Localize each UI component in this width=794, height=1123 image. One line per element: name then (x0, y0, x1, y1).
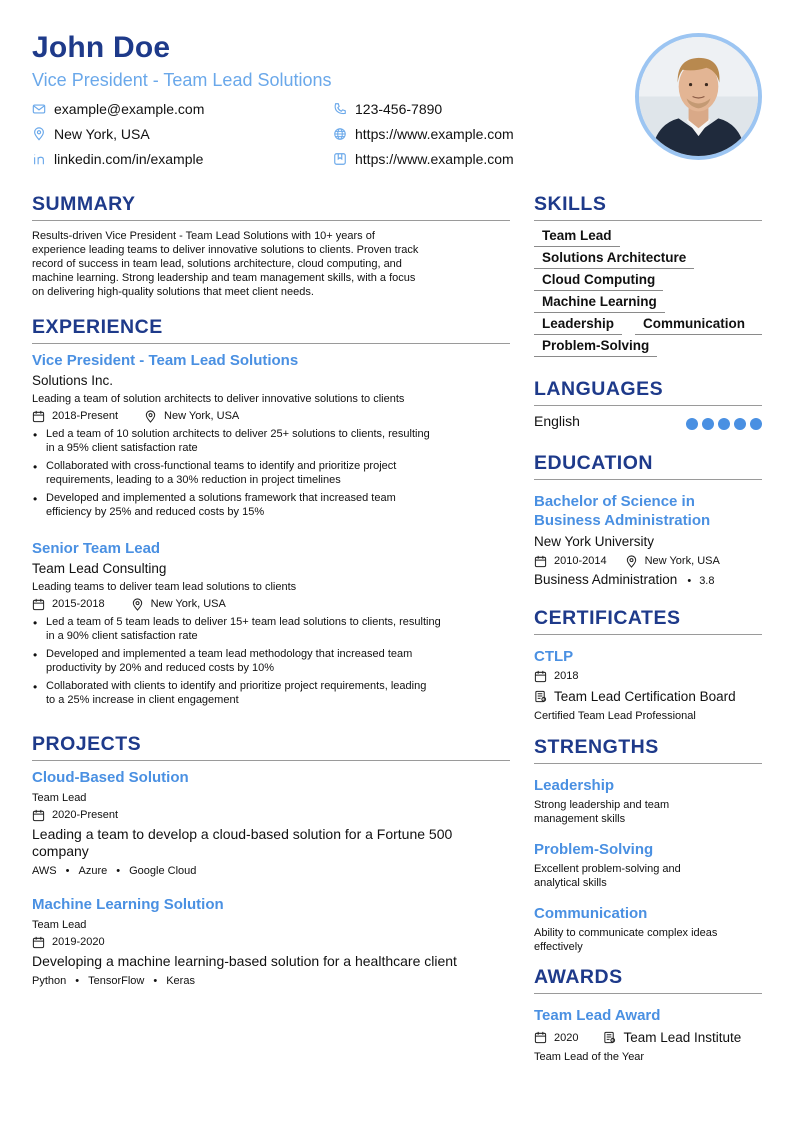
education-heading: EDUCATION (534, 452, 762, 480)
candidate-name: John Doe (32, 31, 171, 64)
profile-photo-illustration (639, 37, 758, 156)
project-summary: Leading a team to develop a cloud-based solution for a Fortune 500 company (32, 826, 453, 859)
globe-icon (333, 127, 347, 141)
job-description: Leading teams to deliver team lead solutions to clients (32, 581, 297, 593)
field-of-study: Business Administration (534, 572, 678, 587)
language-level-dot (734, 418, 746, 430)
location-pin-icon (131, 598, 144, 611)
contact-email[interactable] (32, 100, 204, 118)
education-meta (534, 554, 762, 568)
gpa: 3.8 (699, 575, 715, 587)
certificates-section (534, 607, 762, 723)
project-meta (32, 808, 510, 822)
strength-name: Leadership (534, 777, 615, 794)
calendar-icon (32, 410, 45, 423)
calendar-icon (32, 936, 45, 949)
experience-section (32, 316, 510, 344)
achievement-item: • Developed and implemented a team lead methodology that increased team productivity by 20% and reduced costs by 10% (32, 647, 510, 675)
strength-description: Strong leadership and team management skills (534, 799, 670, 825)
tag: Azure (78, 865, 108, 877)
education-location: New York, USA (644, 555, 720, 567)
phone-text: 123-456-7890 (355, 101, 443, 117)
job-achievements (32, 615, 510, 707)
job-location: New York, USA (164, 410, 240, 422)
job-date: 2018-Present (52, 410, 119, 422)
tag: AWS (32, 865, 57, 877)
achievement-item: • Collaborated with clients to identify and prioritize project requirements, leading to a 25% increase in client engagement (32, 679, 510, 707)
language-level-dot (702, 418, 714, 430)
skills-heading: SKILLS (534, 193, 762, 221)
certificate-issuer-row (534, 688, 762, 705)
awards-heading: AWARDS (534, 966, 762, 994)
job-position: Senior Team Lead (32, 540, 161, 557)
project-item (32, 896, 510, 987)
skill-tag: Cloud Computing (534, 272, 663, 291)
profile-photo (635, 33, 762, 160)
skill-tag: Solutions Architecture (534, 250, 694, 269)
school-name: New York University (534, 534, 655, 549)
projects-heading: PROJECTS (32, 733, 510, 761)
separator: • (687, 575, 692, 587)
certificate-name: CTLP (534, 648, 574, 665)
summary-section (32, 193, 510, 299)
summary-heading: SUMMARY (32, 193, 510, 221)
skill-tag: Problem-Solving (534, 338, 657, 357)
contact-website-secondary[interactable] (333, 150, 514, 168)
strengths-section (534, 736, 762, 954)
summary-line: experience leading teams to deliver innovative solutions to clients. Proven track (32, 244, 419, 256)
job-achievements (32, 427, 510, 519)
project-tags: AWS • Azure • Google Cloud (32, 865, 197, 877)
award-meta (534, 1029, 762, 1046)
certificate-date-row (534, 669, 762, 683)
calendar-icon (32, 809, 45, 822)
award-date: 2020 (554, 1031, 579, 1044)
calendar-icon (534, 1031, 547, 1044)
location-text: New York, USA (54, 126, 150, 142)
linkedin-text: linkedin.com/in/example (54, 151, 204, 167)
languages-section (534, 378, 762, 406)
projects-section (32, 733, 510, 761)
website-secondary-text: https://www.example.com (355, 151, 514, 167)
bookmark-link-icon (333, 152, 347, 166)
skill-tag: Leadership (534, 316, 622, 335)
project-item (32, 769, 510, 877)
linkedin-icon (32, 152, 46, 166)
job-date: 2015-2018 (52, 598, 105, 610)
language-level-dot (750, 418, 762, 430)
experience-item (32, 540, 510, 711)
summary-text (32, 229, 510, 299)
project-role: Team Lead (32, 919, 87, 931)
language-name: English (534, 413, 580, 429)
achievement-item: • Collaborated with cross-functional teams to identify and prioritize project requirements, leading to a 30% reduction in project timelines (32, 459, 510, 487)
summary-line: machine learning. Strong leadership and team management skills, with a focus (32, 272, 416, 284)
summary-line: Results-driven Vice President - Team Lead Solutions with 10+ years of (32, 230, 375, 242)
tag: Python (32, 975, 67, 987)
certificates-heading: CERTIFICATES (534, 607, 762, 635)
education-section (534, 452, 762, 588)
calendar-icon (534, 670, 547, 683)
experience-item (32, 352, 510, 523)
job-location: New York, USA (150, 598, 226, 610)
strength-description: Excellent problem-solving and analytical skills (534, 863, 681, 889)
language-level-dots (686, 418, 762, 430)
job-company: Team Lead Consulting (32, 561, 167, 576)
language-level-dot (718, 418, 730, 430)
location-pin-icon (32, 127, 46, 141)
calendar-icon (534, 555, 547, 568)
summary-line: on delivering high-quality solutions that meet client needs. (32, 286, 314, 298)
award-name: Team Lead Award (534, 1007, 661, 1024)
summary-line: record of success in team lead, solutions architecture, cloud computing, and (32, 258, 402, 270)
award-description: Team Lead of the Year (534, 1051, 645, 1063)
certificate-date: 2018 (554, 670, 579, 682)
skill-tag: Machine Learning (534, 294, 665, 313)
job-description: Leading a team of solution architects to deliver innovative solutions to clients (32, 393, 405, 405)
achievement-item: • Developed and implemented a solutions framework that increased team efficiency by 25% and reduced costs by 15% (32, 491, 510, 519)
tag: TensorFlow (88, 975, 145, 987)
website-text: https://www.example.com (355, 126, 514, 142)
achievement-item: • Led a team of 5 team leads to deliver 15+ team lead solutions to clients, resulting in a 90% client satisfaction rate (32, 615, 510, 643)
strengths-heading: STRENGTHS (534, 736, 762, 764)
project-meta (32, 935, 510, 949)
job-meta (32, 597, 510, 611)
job-meta (32, 409, 510, 423)
job-company: Solutions Inc. (32, 373, 114, 388)
certificate-icon (603, 1031, 616, 1044)
contact-phone[interactable] (333, 100, 442, 118)
certificate-issuer: Team Lead Certification Board (554, 689, 736, 704)
awards-section (534, 966, 762, 1064)
project-name: Machine Learning Solution (32, 896, 224, 913)
email-text: example@example.com (54, 101, 205, 117)
location-pin-icon (625, 555, 638, 568)
achievement-item: • Led a team of 10 solution architects to deliver 25+ solutions to clients, resulting in a 95% client satisfaction rate (32, 427, 510, 455)
calendar-icon (32, 598, 45, 611)
location-pin-icon (144, 410, 157, 423)
skill-tag: Communication (635, 316, 762, 335)
project-tags: Python • TensorFlow • Keras (32, 975, 195, 987)
skills-section (534, 193, 762, 221)
project-name: Cloud-Based Solution (32, 769, 189, 786)
project-summary: Developing a machine learning-based solution for a healthcare client (32, 953, 457, 969)
strength-name: Communication (534, 905, 648, 922)
language-level-dot (686, 418, 698, 430)
tag: Keras (166, 975, 195, 987)
education-date: 2010-2014 (554, 555, 607, 567)
project-role: Team Lead (32, 792, 87, 804)
degree-name: Bachelor of Science in Business Administration (534, 493, 711, 529)
certificate-icon (534, 690, 547, 703)
phone-icon (333, 102, 347, 116)
contact-website[interactable] (333, 125, 514, 143)
experience-heading: EXPERIENCE (32, 316, 510, 344)
contact-location (32, 125, 150, 143)
project-date: 2019-2020 (52, 936, 105, 948)
strength-description: Ability to communicate complex ideas effectively (534, 927, 718, 953)
strength-name: Problem-Solving (534, 841, 654, 858)
tag: Google Cloud (129, 865, 197, 877)
project-date: 2020-Present (52, 809, 119, 821)
contact-linkedin[interactable] (32, 150, 203, 168)
candidate-headline: Vice President - Team Lead Solutions (32, 70, 332, 90)
languages-heading: LANGUAGES (534, 378, 762, 406)
award-issuer: Team Lead Institute (623, 1030, 742, 1045)
mail-icon (32, 102, 46, 116)
certificate-description: Certified Team Lead Professional (534, 710, 696, 722)
education-field-row (534, 572, 762, 588)
skill-tag: Team Lead (534, 228, 620, 247)
job-position: Vice President - Team Lead Solutions (32, 352, 299, 369)
